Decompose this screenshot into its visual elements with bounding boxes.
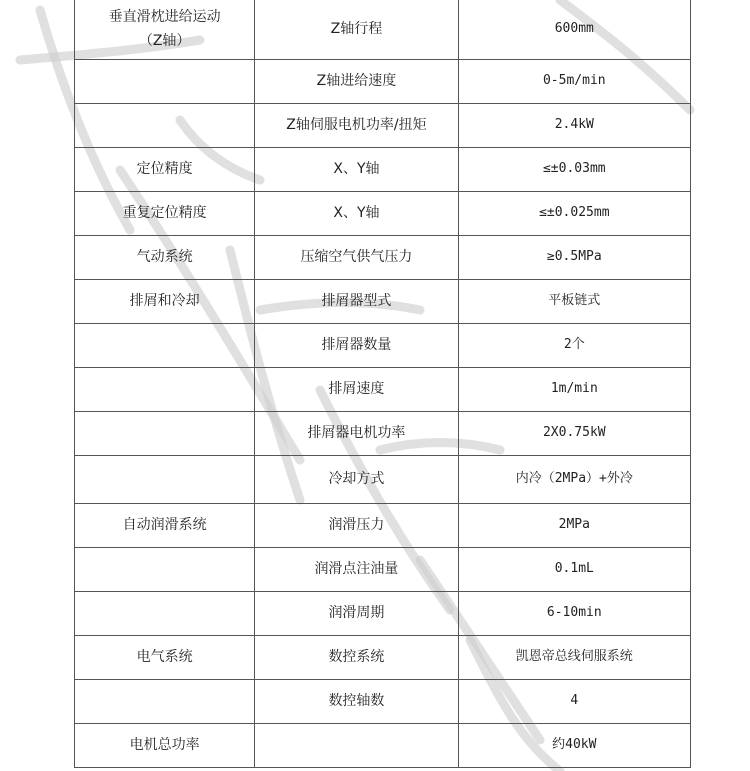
item-cell: 数控轴数 [255,680,458,724]
table-row [75,680,691,724]
value-cell: 600mm [458,0,690,60]
value-cell: 约40kW [458,724,690,768]
category-cell: 电机总功率 [75,724,255,768]
value-cell: 平板链式 [458,280,690,324]
item-cell: 压缩空气供气压力 [255,236,458,280]
table-row [75,280,691,324]
item-cell: 润滑点注油量 [255,548,458,592]
item-cell: Z轴进给速度 [255,60,458,104]
value-cell: ≤±0.025mm [458,192,690,236]
item-cell: 排屑器数量 [255,324,458,368]
table-row [75,548,691,592]
table-row [75,368,691,412]
table-row [75,104,691,148]
category-cell [75,548,255,592]
table-row [75,412,691,456]
item-cell: 排屑速度 [255,368,458,412]
category-label: 垂直滑枕进给运动 [108,8,221,25]
value-cell: ≥0.5MPa [458,236,690,280]
category-cell [75,592,255,636]
value-cell: 2X0.75kW [458,412,690,456]
item-cell: X、Y轴 [255,148,458,192]
table-row [75,324,691,368]
item-cell: 冷却方式 [255,456,458,504]
value-cell: 2MPa [458,504,690,548]
item-cell: 润滑压力 [255,504,458,548]
category-cell [75,104,255,148]
item-cell: 润滑周期 [255,592,458,636]
category-cell [75,456,255,504]
category-cell [75,412,255,456]
item-cell: Z轴伺服电机功率/扭矩 [255,104,458,148]
category-cell: 定位精度 [75,148,255,192]
table-row [75,504,691,548]
spec-table [74,0,691,768]
value-cell: 1m/min [458,368,690,412]
item-cell: 排屑器电机功率 [255,412,458,456]
value-cell: 0.1mL [458,548,690,592]
value-cell: 凯恩帝总线伺服系统 [458,636,690,680]
item-cell: Z轴行程 [255,0,458,60]
item-cell: 数控系统 [255,636,458,680]
table-row [75,60,691,104]
value-cell: 2个 [458,324,690,368]
item-cell [255,724,458,768]
category-sub-label: （Z轴） [138,33,191,49]
item-cell: 排屑器型式 [255,280,458,324]
category-cell [75,324,255,368]
category-cell: 排屑和冷却 [75,280,255,324]
value-cell: 2.4kW [458,104,690,148]
table-row [75,636,691,680]
table-row [75,192,691,236]
value-cell: 内冷（2MPa）+外冷 [458,456,690,504]
item-cell: X、Y轴 [255,192,458,236]
table-row [75,724,691,768]
value-cell: 0-5m/min [458,60,690,104]
category-cell [75,0,255,60]
category-cell: 重复定位精度 [75,192,255,236]
category-cell [75,368,255,412]
value-cell: 4 [458,680,690,724]
category-cell [75,680,255,724]
value-cell: 6-10min [458,592,690,636]
table-row [75,0,691,60]
category-cell: 气动系统 [75,236,255,280]
value-cell: ≤±0.03mm [458,148,690,192]
table-row [75,148,691,192]
category-cell [75,60,255,104]
table-row [75,592,691,636]
table-row [75,456,691,504]
table-row [75,236,691,280]
category-cell: 电气系统 [75,636,255,680]
category-cell: 自动润滑系统 [75,504,255,548]
